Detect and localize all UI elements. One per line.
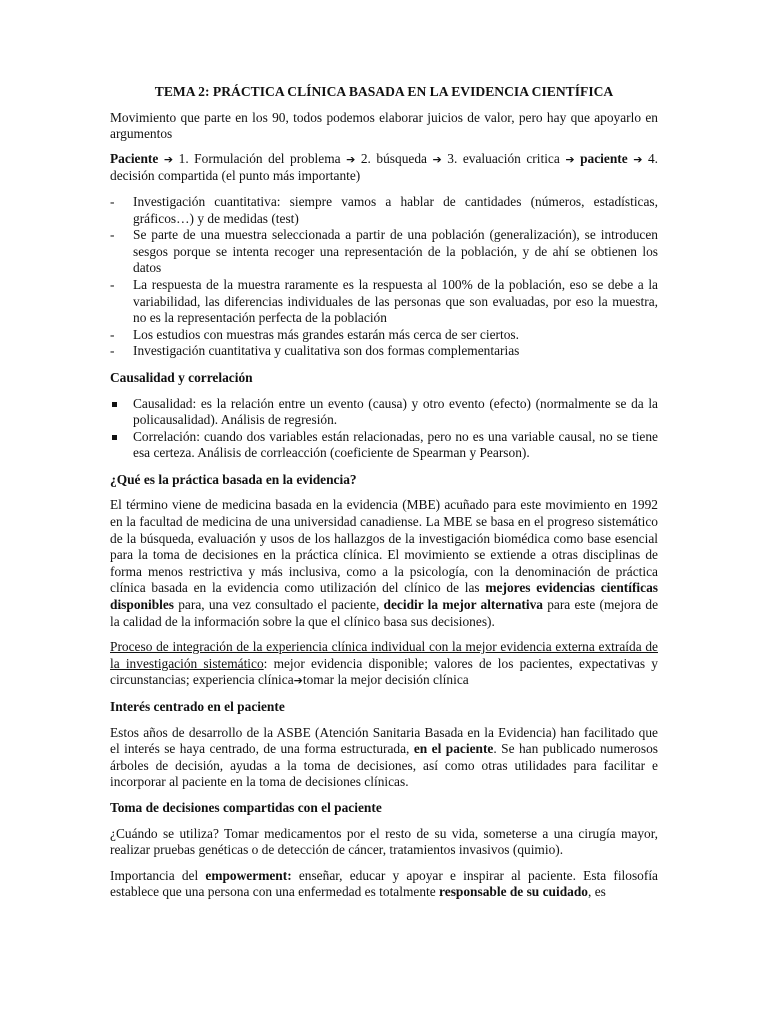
list-item [110,194,658,227]
bold-text: en el paciente [413,741,494,757]
document-title: TEMA 2: PRÁCTICA CLÍNICA BASADA EN LA EVIDENCIA CIENTÍFICA [154,84,614,99]
list-item-text: La respuesta de la muestra raramente es la respuesta al 100% de la población, eso se debe a la variabilidad, las diferencias individuales de las personas que son evaluadas, por eso la muestra, no es la representación perfecta de la población [133,276,658,326]
section-heading-practica: ¿Qué es la práctica basada en la evidencia? [110,471,357,487]
bold-text: mejores evidencias científicas disponibles [110,580,658,613]
dash-marker: - [110,276,115,292]
list-item-text: Correlación: cuando dos variables están relacionadas, pero no es una variable causal, no se tiene esa certeza. Análisis de corrleacción (coeficiente de Spearman y Pearson). [133,428,658,461]
list-item [110,429,658,462]
list-item [110,277,658,327]
empowerment-paragraph [110,868,658,901]
list-item-text: Causalidad: es la relación entre un evento (causa) y otro evento (efecto) (normalmente se da la policausalidad). Análisis de regresión. [133,395,658,428]
arrow-right-icon: ➔ [346,152,356,166]
arrow-right-icon: ➔ [432,152,442,166]
square-bullet-icon [112,435,117,440]
flow-step-1: 1. Formulación del problema [178,150,341,166]
mbe-paragraph [110,497,658,630]
text-run: enseñar, educar y apoyar e inspirar al paciente. Esta filosofía establece que una persona con una enfermedad es totalmente [110,867,658,900]
list-item-text: Los estudios con muestras más grandes estarán más cerca de ser ciertos. [133,326,519,342]
text-run: El término viene de medicina basada en la evidencia (MBE) acuñado para este movimiento en 1992 en la facultad de medicina de una universidad canadiense. La MBE se basa en el progreso sistemático de la búsqueda, evaluación y usos de los hallazgos de la investigación biomédica como base esencial para la toma de decisiones en la práctica clínica. El movimiento se extiende a otras disciplinas de forma menos restrictiva y más inclusiva, como a la psicología, con la denominación de práctica clínica basada en la evidencia como utilización del clínico de las [110,497,658,596]
flow-paragraph [110,151,658,185]
text-run: para este (mejora de la calidad de la información sobre la que el clínico basa sus decisiones). [110,597,659,629]
text-run: para, una vez consultado el paciente, [174,597,384,613]
bold-text: empowerment: [205,867,292,883]
text-run: : mejor evidencia disponible; valores de los pacientes, expectativas y circunstancias; experiencia clínica [110,655,658,688]
arrow-right-icon: ➔ [565,152,575,166]
arrow-right-icon: ➔ [163,152,174,166]
bullet-list [110,396,658,462]
flow-step-3: 3. evaluación critica [447,150,560,166]
section-heading-interes: Interés centrado en el paciente [110,699,285,714]
square-bullet-icon [112,402,117,407]
flow-step-4: 4. decisión compartida (el punto más importante) [110,150,659,184]
dash-marker: - [110,193,115,209]
dash-marker: - [110,343,115,359]
bold-text: decidir la mejor alternativa [383,597,543,613]
text-run: . Se han publicado numerosos árboles de decisión, ayudas a la toma de decisiones, así como otras utilidades para facilitar e incorporar al paciente en la toma de decisiones clínicas. [110,741,658,790]
proceso-paragraph [110,639,658,690]
text-run: Importancia del [110,867,206,883]
text-run: Estos años de desarrollo de la ASBE (Atención Sanitaria Basada en la Evidencia) han facilitado que el interés se haya centrado, de una forma estructurada, [110,724,658,757]
asbe-paragraph [110,725,658,791]
list-item [110,343,658,360]
intro-paragraph: Movimiento que parte en los 90, todos podemos elaborar juicios de valor, pero hay que apoyarlo en argumentos [110,109,658,142]
section-heading-causalidad: Causalidad y correlación [110,369,253,385]
arrow-right-icon: ➔ [633,152,643,166]
flow-middle: paciente [580,150,628,166]
dash-marker: - [110,227,115,243]
list-item-text: Investigación cuantitativa y cualitativa son dos formas complementarias [133,343,520,359]
dash-marker: - [110,326,115,342]
list-item [110,327,658,344]
bold-text: responsable de su cuidado [439,884,588,900]
dash-list [110,194,658,360]
flow-step-2: 2. búsqueda [360,150,427,166]
text-run: , es [588,884,606,900]
list-item [110,227,658,277]
arrow-right-icon: ➔ [293,674,303,688]
underlined-text: Proceso de integración de la experiencia clínica individual con la mejor evidencia externa extraída de la investigación sistemático [110,639,658,671]
flow-start: Paciente [110,150,159,166]
cuando-paragraph: ¿Cuándo se utiliza? Tomar medicamentos por el resto de su vida, someterse a una cirugía mayor, realizar pruebas genéticas o de detección de cáncer, tratamientos invasivos (quimio). [110,825,658,858]
list-item-text: Investigación cuantitativa: siempre vamos a hablar de cantidades (números, estadísticas, gráficos…) y de medidas (test) [133,193,658,226]
list-item-text: Se parte de una muestra seleccionada a partir de una población (generalización), se introducen sesgos porque se intenta recoger una representación de la población, y de ahí se obtienen los datos [133,227,658,276]
text-run: tomar la mejor decisión clínica [302,672,469,688]
list-item [110,396,658,429]
section-heading-toma-decisiones: Toma de decisiones compartidas con el paciente [110,799,382,815]
